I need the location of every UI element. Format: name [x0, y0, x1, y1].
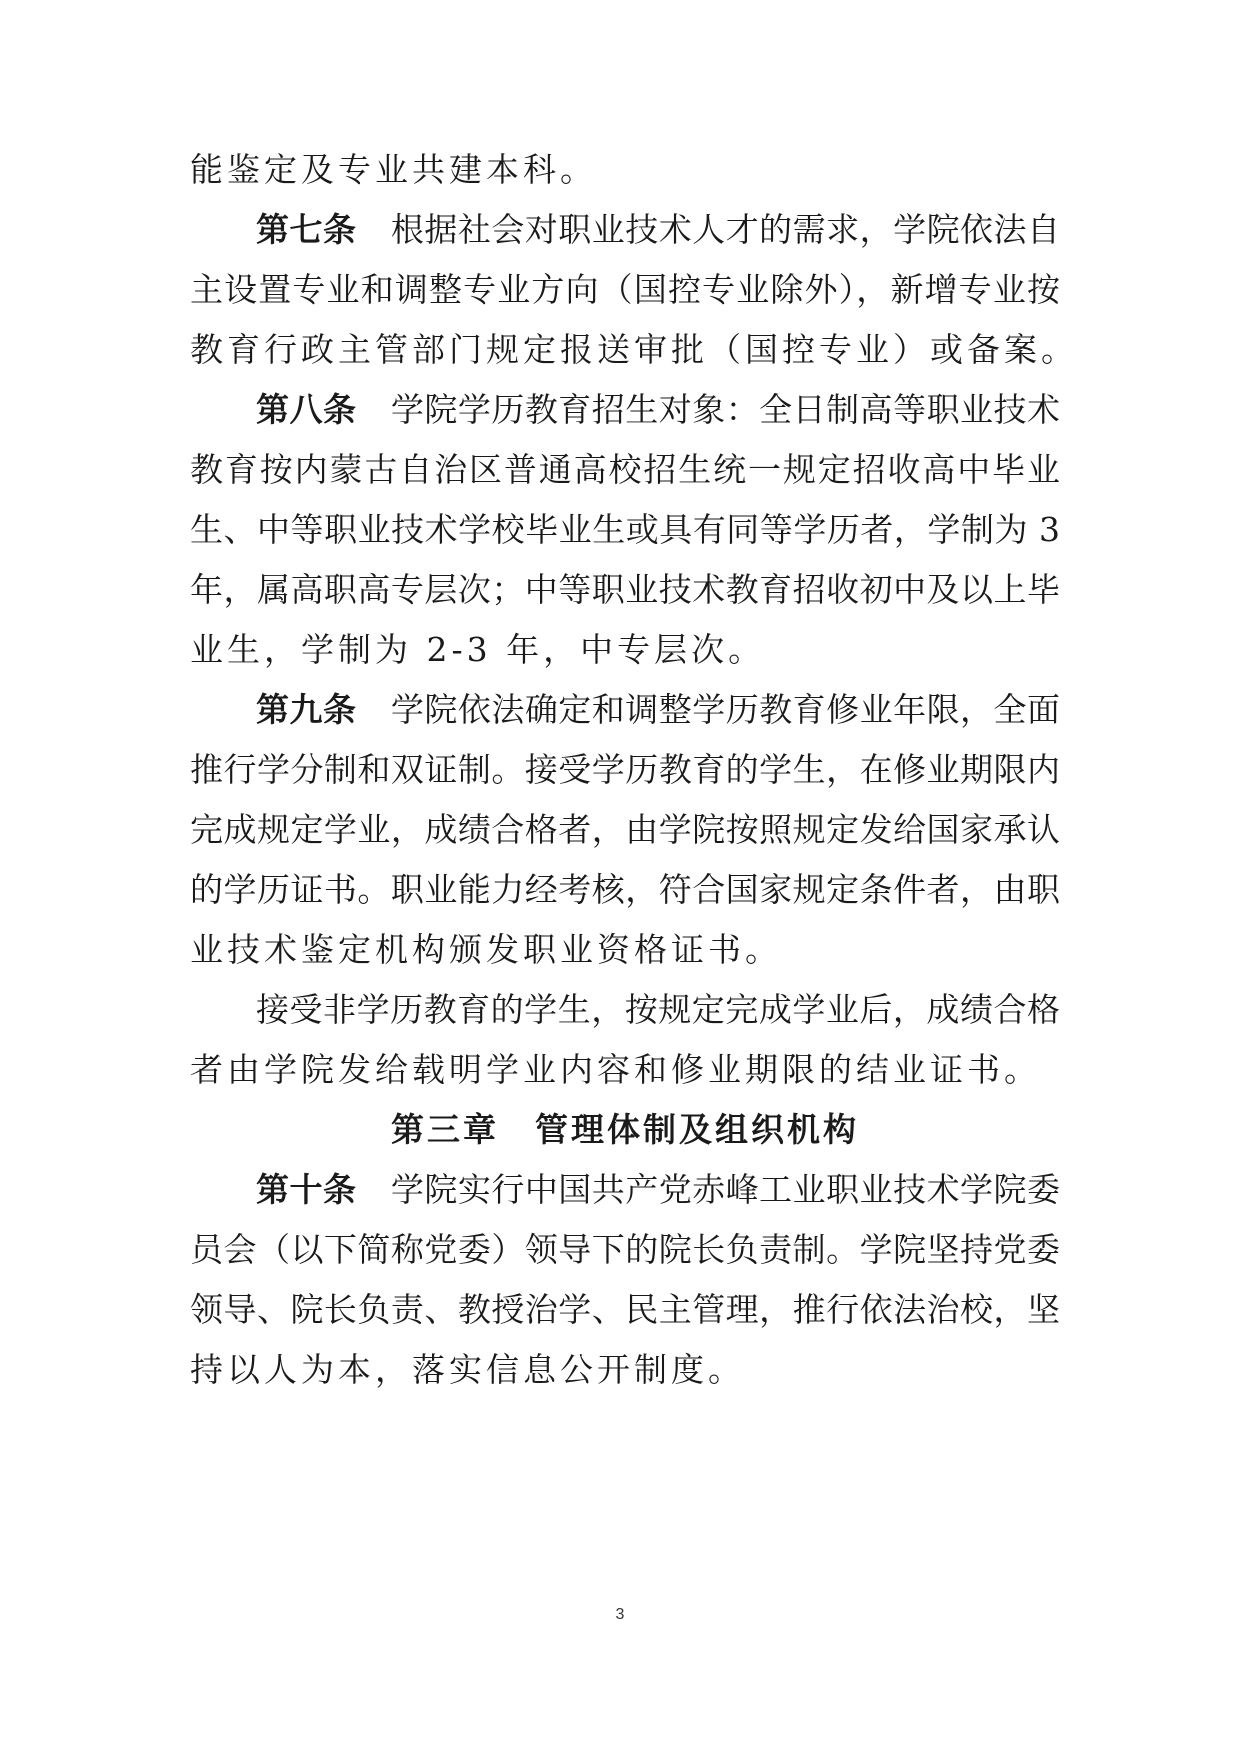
text-line: 能鉴定及专业共建本科。: [190, 150, 597, 189]
text-line: 教育按内蒙古自治区普通高校招生统一规定招收高中毕业: [190, 450, 1060, 489]
text-line: 的学历证书。职业能力经考核，符合国家规定条件者，由职: [190, 870, 1060, 909]
chapter-heading: 第三章 管理体制及组织机构: [391, 1110, 859, 1149]
article-label: 第八条: [256, 390, 357, 429]
text-line: 教育行政主管部门规定报送审批（国控专业）或备案。: [190, 330, 1078, 369]
page-number: 3: [615, 1606, 625, 1623]
text-line: 推行学分制和双证制。接受学历教育的学生，在修业期限内: [190, 750, 1060, 789]
article-eight-line: 第八条 学院学历教育招生对象：全日制高等职业技术: [256, 390, 1061, 429]
text-line: 年，属高职高专层次；中等职业技术教育招收初中及以上毕: [190, 570, 1060, 609]
text-line: 领导、院长负责、教授治学、民主管理，推行依法治校，坚: [190, 1290, 1060, 1329]
text-line: 持以人为本，落实信息公开制度。: [190, 1350, 745, 1389]
text-line: 业技术鉴定机构颁发职业资格证书。: [190, 930, 782, 969]
article-label: 第七条: [256, 210, 357, 249]
article-seven-line: 第七条 根据社会对职业技术人才的需求，学院依法自: [256, 210, 1061, 249]
article-label: 第十条: [256, 1170, 357, 1209]
paragraph-line: 接受非学历教育的学生，按规定完成学业后，成绩合格: [256, 990, 1060, 1029]
text-line: 员会（以下简称党委）领导下的院长负责制。学院坚持党委: [190, 1230, 1060, 1269]
article-label: 第九条: [256, 690, 357, 729]
text-line: 生、中等职业技术学校毕业生或具有同等学历者，学制为 3: [190, 510, 1060, 549]
article-ten-line: 第十条 学院实行中国共产党赤峰工业职业技术学院委: [256, 1170, 1061, 1209]
article-nine-line: 第九条 学院依法确定和调整学历教育修业年限，全面: [256, 690, 1061, 729]
text-line: 完成规定学业，成绩合格者，由学院按照规定发给国家承认: [190, 810, 1060, 849]
text-line: 者由学院发给载明学业内容和修业期限的结业证书。: [190, 1050, 1041, 1089]
text-line: 主设置专业和调整专业方向（国控专业除外），新增专业按: [190, 270, 1060, 309]
text-line: 业生，学制为 2-3 年，中专层次。: [190, 630, 766, 669]
